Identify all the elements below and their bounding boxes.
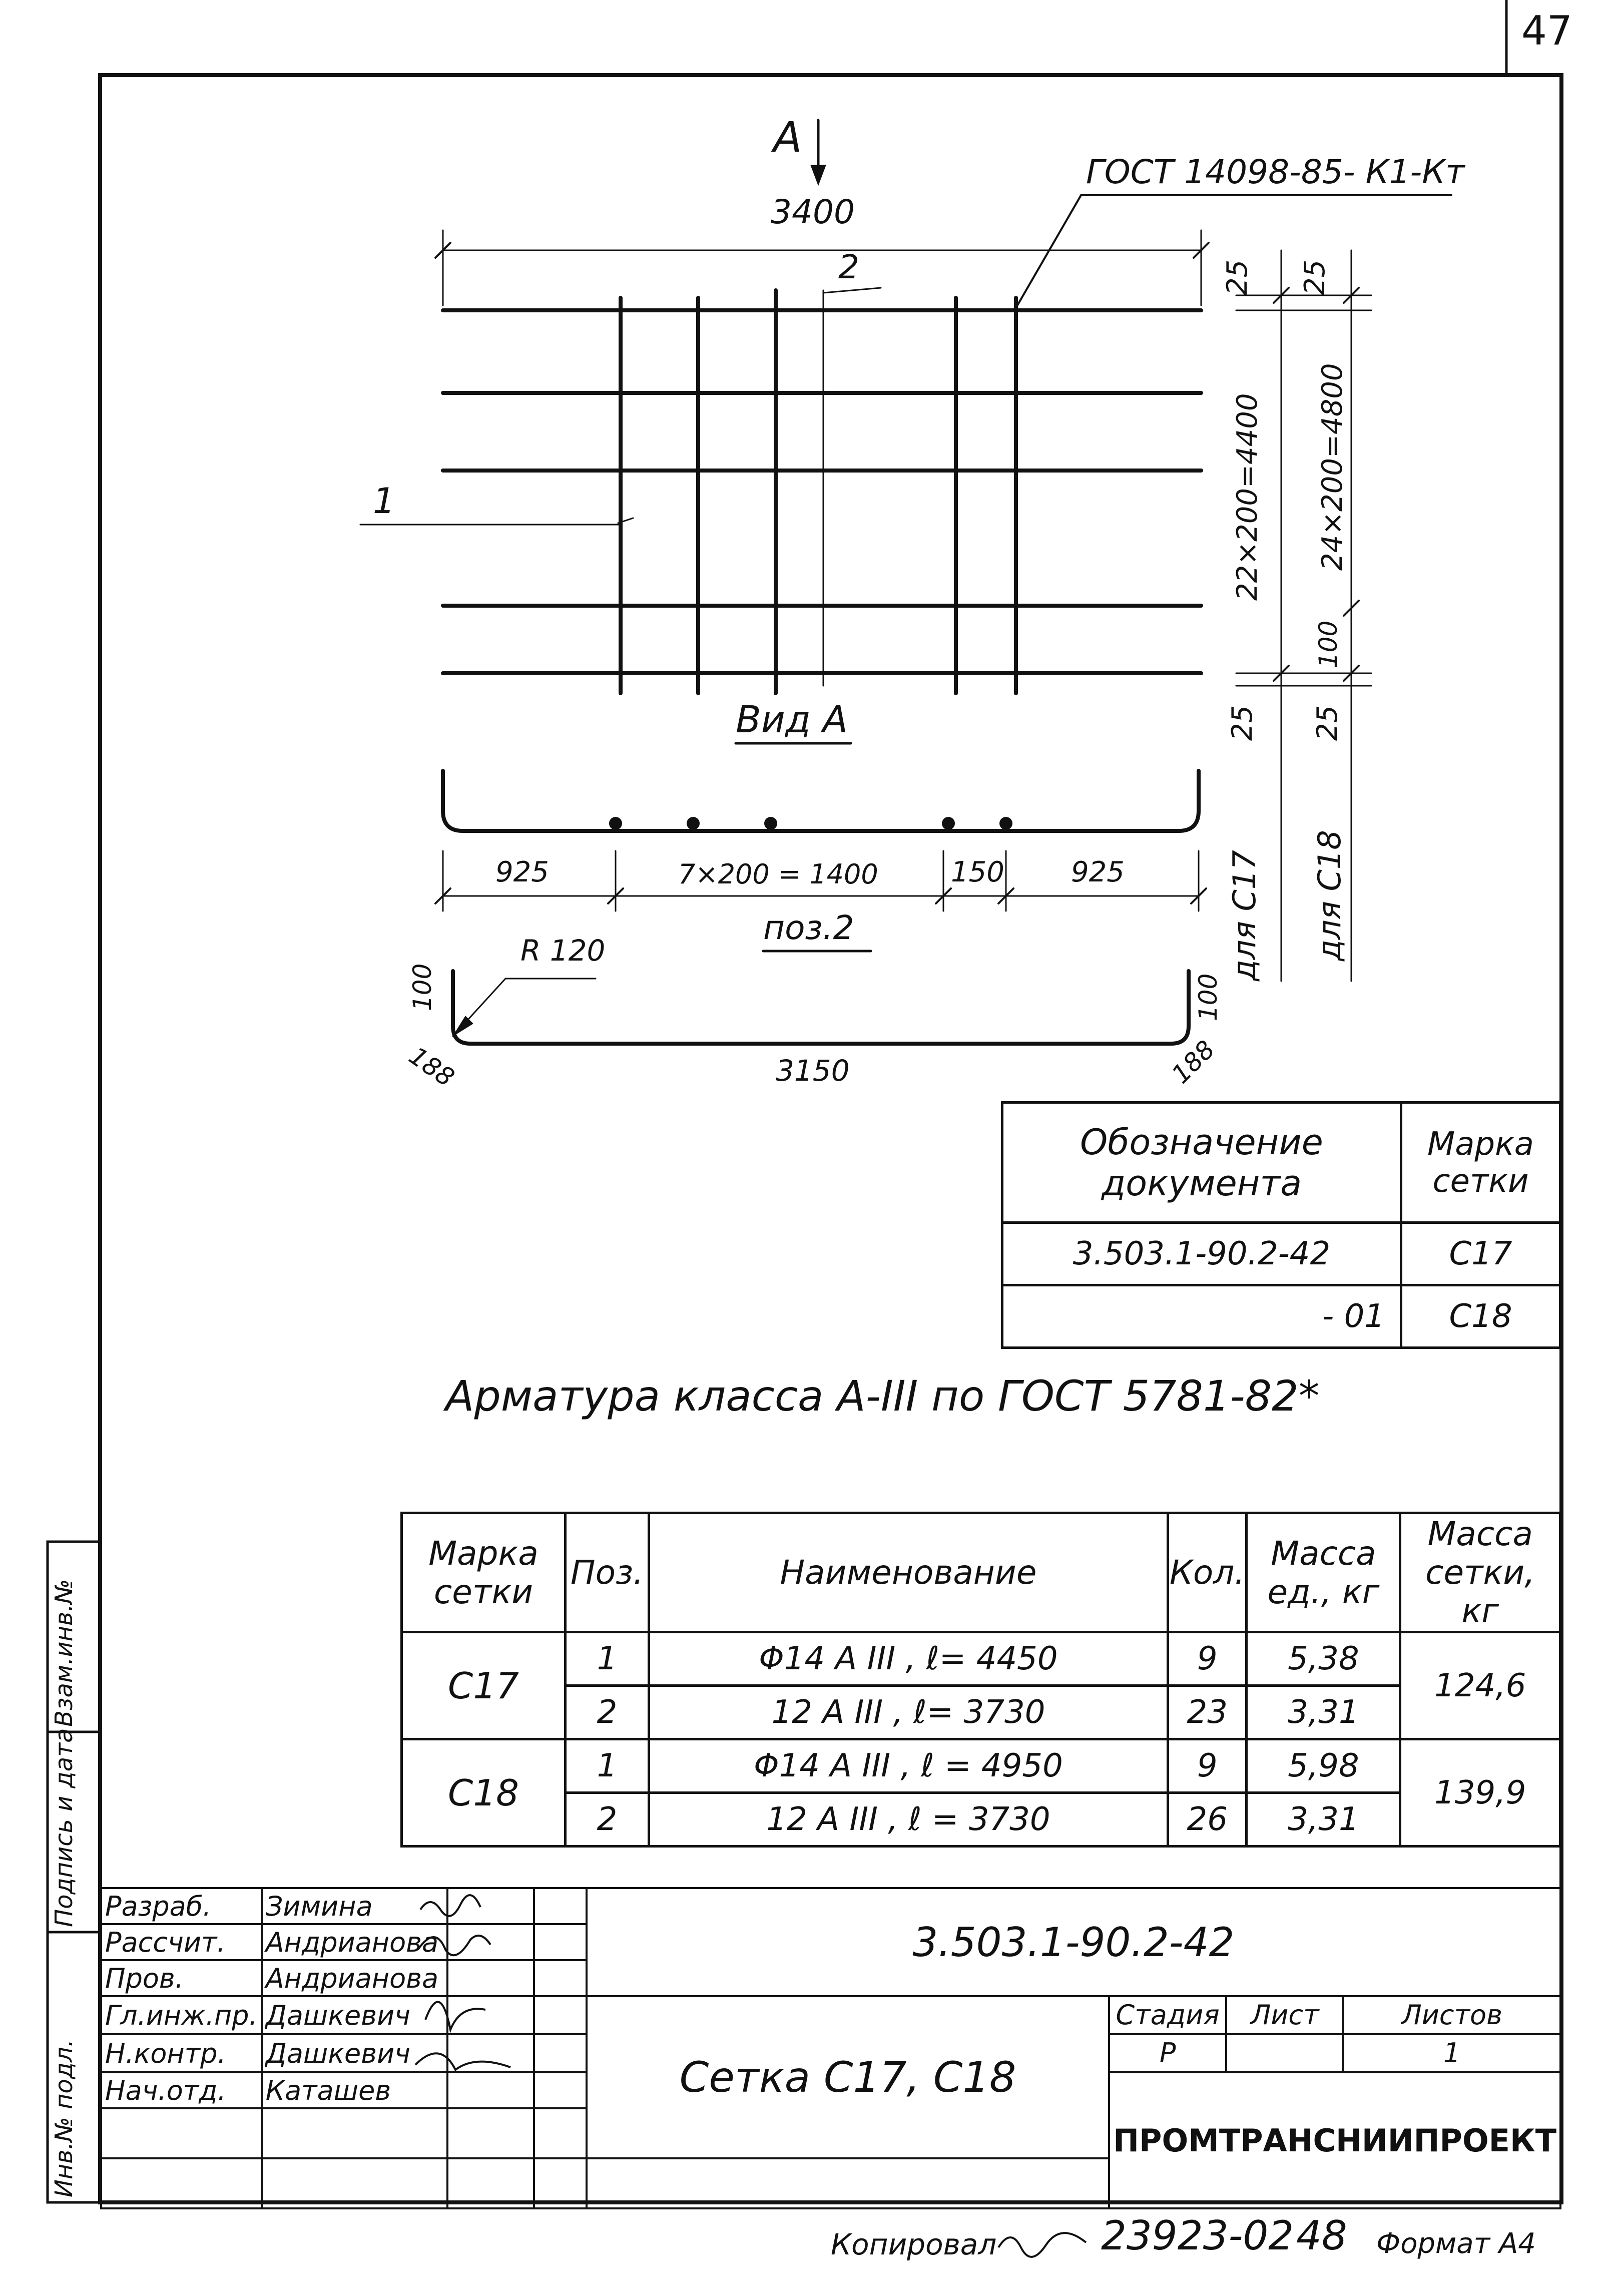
dim-bottom-25-c17: 25 xyxy=(1226,705,1259,741)
dim-3150: 3150 xyxy=(776,1054,850,1088)
dim-bottom-25-c18: 25 xyxy=(1311,705,1344,741)
radius-leader xyxy=(453,979,596,1036)
spec-c18-pos-2: 2 xyxy=(566,1793,649,1847)
dim-188-left: 188 xyxy=(403,1041,460,1093)
page-number: 47 xyxy=(1521,8,1572,54)
spec-header-pos: Поз. xyxy=(566,1513,649,1632)
pos-2-label: 2 xyxy=(838,248,859,286)
staff-name-1: Зимина xyxy=(262,1888,447,1924)
signatures xyxy=(410,1890,581,2110)
staff-name-2: Андрианова xyxy=(262,1924,447,1960)
dim-top-25-c17: 25 xyxy=(1221,259,1254,295)
sheets-label: Листов xyxy=(1401,1999,1502,2031)
stage-label: Стадия xyxy=(1110,1997,1227,2033)
sheet-value xyxy=(1227,2035,1344,2071)
view-a-bar-dots xyxy=(609,817,1012,830)
footer-code: 23923-02 xyxy=(1101,2212,1294,2259)
designation-row-2: - 01 xyxy=(1002,1285,1401,1348)
dim-22x200: 22×200=4400 xyxy=(1231,393,1264,601)
staff-role-1: Разраб. xyxy=(101,1888,262,1924)
spec-c17-name-1: Φ14 А III , ℓ= 4450 xyxy=(649,1632,1168,1686)
dim-100-left: 100 xyxy=(408,963,437,1011)
header-designation: Обозначение документа xyxy=(1002,1103,1401,1223)
spec-c17-mark: С17 xyxy=(402,1632,566,1739)
spec-c18-mesh-mass: 139,9 xyxy=(1400,1739,1560,1847)
staff-role-3: Пров. xyxy=(101,1960,262,1996)
spec-c18-unit-mass-2: 3,31 xyxy=(1247,1793,1400,1847)
mark-row-1: С17 xyxy=(1401,1223,1560,1285)
spec-c18-name-2: 12 А III , ℓ = 3730 xyxy=(649,1793,1168,1847)
spec-header-mesh-mass: Масса сетки, кг xyxy=(1400,1513,1560,1632)
radius-label: R 120 xyxy=(520,934,606,968)
side-stamp-replaced-inv: Взам.инв.№ xyxy=(50,1579,78,1727)
spec-c17-unit-mass-2: 3,31 xyxy=(1247,1686,1400,1739)
spec-c17-unit-mass-1: 5,38 xyxy=(1247,1632,1400,1686)
spec-c17-pos-2: 2 xyxy=(566,1686,649,1739)
header-mesh-mark: Марка сетки xyxy=(1401,1103,1560,1223)
mesh-transverse-bars xyxy=(621,290,1016,693)
table-row xyxy=(402,1632,1560,1686)
dim-100: 100 xyxy=(1314,620,1343,668)
pos2-title: поз.2 xyxy=(763,908,854,947)
dim-188-right: 188 xyxy=(1166,1035,1221,1090)
spec-c17-pos-1: 1 xyxy=(566,1632,649,1686)
spec-header-row xyxy=(402,1513,1560,1632)
steel-class-note: Арматура класса А-III по ГОСТ 5781-82* xyxy=(445,1371,1320,1421)
spec-c18-name-1: Φ14 А III , ℓ = 4950 xyxy=(649,1739,1168,1793)
table-row xyxy=(402,1686,1560,1739)
spec-header-name: Наименование xyxy=(649,1513,1168,1632)
footer-copied-by: Копировал xyxy=(831,2227,997,2261)
title-block xyxy=(100,1887,1561,2209)
drawing-title: Сетка С17, С18 xyxy=(587,1996,1109,2158)
sheet-label: Лист xyxy=(1227,1997,1344,2033)
for-c17-label: для С17 xyxy=(1226,850,1263,981)
dim-width-3400: 3400 xyxy=(771,193,855,231)
staff-name-5: Дашкевич xyxy=(262,2034,447,2072)
leader-pos-2 xyxy=(823,288,881,293)
staff-role-2: Рассчит. xyxy=(101,1924,262,1960)
pos2-bar-shape xyxy=(453,971,1189,1044)
view-a-bar xyxy=(443,771,1199,831)
side-stamp-signature-date: Подпись и дата xyxy=(50,1728,78,1927)
dim-top-25-c18: 25 xyxy=(1299,259,1331,295)
dim-150: 150 xyxy=(951,856,1004,888)
staff-role-6: Нач.отд. xyxy=(101,2072,262,2108)
stage-value: Р xyxy=(1110,2035,1227,2071)
view-arrow-label: А xyxy=(773,113,802,162)
drawing-code: 3.503.1-90.2-42 xyxy=(587,1888,1560,1996)
spec-c18-qty-1: 9 xyxy=(1168,1739,1247,1793)
spec-c17-qty-2: 23 xyxy=(1168,1686,1247,1739)
dim-925-right: 925 xyxy=(1071,856,1125,888)
staff-name-4: Дашкевич xyxy=(262,1996,447,2034)
gost-weld-note: ГОСТ 14098-85- К1-Кт xyxy=(1086,153,1465,191)
copyist-signature xyxy=(996,2222,1091,2262)
dim-24x200: 24×200=4800 xyxy=(1316,363,1349,571)
pos-1-label: 1 xyxy=(373,481,395,522)
designation-row-1: 3.503.1-90.2-42 xyxy=(1002,1223,1401,1285)
spec-header-qty: Кол. xyxy=(1168,1513,1247,1632)
staff-name-6: Каташев xyxy=(262,2072,447,2108)
sheets-value: 1 xyxy=(1443,2037,1461,2069)
spec-c18-pos-1: 1 xyxy=(566,1739,649,1793)
footer-sheet-number: 48 xyxy=(1296,2212,1347,2259)
dim-7x200: 7×200 = 1400 xyxy=(678,858,878,890)
spec-c18-qty-2: 26 xyxy=(1168,1793,1247,1847)
footer-format: Формат А4 xyxy=(1376,2227,1536,2260)
staff-role-4: Гл.инж.пр. xyxy=(101,1996,262,2034)
mark-row-2: С18 xyxy=(1401,1285,1560,1348)
document-designation-table xyxy=(1001,1101,1561,1349)
table-row xyxy=(402,1793,1560,1847)
spec-header-mark: Марка сетки xyxy=(402,1513,566,1632)
staff-role-5: Н.контр. xyxy=(101,2034,262,2072)
mesh-longitudinal-bars xyxy=(443,310,1201,673)
staff-name-3: Андрианова xyxy=(262,1960,447,1996)
for-c18-label: для С18 xyxy=(1311,830,1348,961)
dim-100-right: 100 xyxy=(1194,973,1223,1021)
dim-925-left: 925 xyxy=(495,856,549,888)
specification-table xyxy=(400,1512,1561,1848)
side-stamp-orig-inv: Инв.№ подл. xyxy=(50,2039,78,2197)
spec-c17-qty-1: 9 xyxy=(1168,1632,1247,1686)
spec-c18-mark: С18 xyxy=(402,1739,566,1847)
organization-name: ПРОМТРАНСНИИПРОЕКТ xyxy=(1109,2072,1560,2208)
spec-c18-unit-mass-1: 5,98 xyxy=(1247,1739,1400,1793)
spec-c17-name-2: 12 А III , ℓ= 3730 xyxy=(649,1686,1168,1739)
view-a-title: Вид А xyxy=(736,698,848,741)
table-row xyxy=(402,1739,1560,1793)
spec-c17-mesh-mass: 124,6 xyxy=(1400,1632,1560,1739)
spec-header-unit-mass: Масса ед., кг xyxy=(1247,1513,1400,1632)
